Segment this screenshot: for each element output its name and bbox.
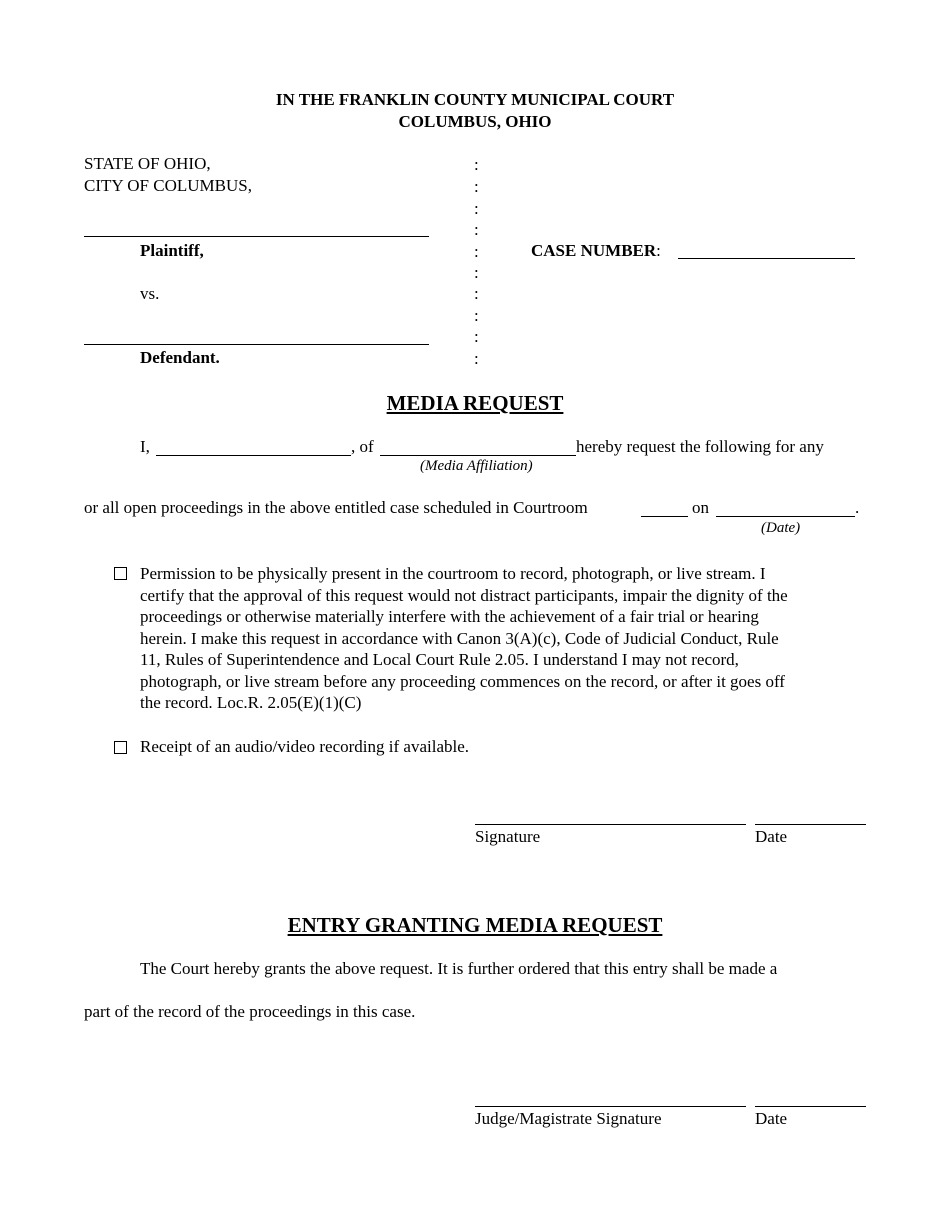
permission-text-line: proceedings or otherwise materially interfere with the achievement of a fair trial or hearing — [140, 607, 759, 626]
permission-text-line: photograph, or live stream before any proceeding commences on the record, or after it goes off — [140, 671, 785, 691]
permission-text-line: 11, Rules of Superintendence and Local Court Rule 2.05. I understand I may not record, — [140, 650, 739, 669]
permission-checkbox[interactable] — [114, 567, 127, 580]
caption-colon: : — [474, 177, 479, 196]
recording-text: Receipt of an audio/video recording if available. — [140, 737, 470, 756]
caption-colon: : — [474, 263, 479, 282]
entry-title: ENTRY GRANTING MEDIA REQUEST — [287, 913, 663, 937]
caption-colon: : — [474, 284, 479, 303]
defendant-name-line[interactable] — [84, 344, 429, 345]
caption-colon: : — [474, 327, 479, 346]
judge-date-label: Date — [755, 1109, 788, 1128]
case-number-sep: : — [656, 241, 661, 260]
plaintiff-name-line[interactable] — [84, 236, 429, 237]
date-hint: (Date) — [761, 520, 801, 536]
caption-colon: : — [474, 306, 479, 325]
requester-signature-line[interactable] — [475, 824, 746, 825]
case-number-label — [531, 241, 661, 261]
recording-checkbox[interactable] — [114, 741, 127, 754]
caption-colon: : — [474, 242, 479, 261]
intro-of: , of — [351, 437, 374, 456]
intro-i: I, — [140, 437, 150, 456]
signature-date-label: Date — [755, 827, 788, 846]
request-on: on — [692, 498, 709, 517]
entry-line-2: part of the record of the proceedings in this case. — [84, 1002, 416, 1021]
judge-date-line[interactable] — [755, 1106, 866, 1107]
judge-signature-label: Judge/Magistrate Signature — [475, 1109, 662, 1128]
caption-colon: : — [474, 349, 479, 368]
defendant-label: Defendant. — [140, 348, 220, 367]
party-line-1: STATE OF OHIO, — [84, 154, 211, 173]
court-location: COLUMBUS, OHIO — [398, 112, 552, 131]
permission-text-line: Permission to be physically present in the courtroom to record, photograph, or live stream. I — [140, 564, 766, 583]
plaintiff-label: Plaintiff, — [140, 241, 204, 260]
judge-signature-line[interactable] — [475, 1106, 746, 1107]
caption-colon: : — [474, 199, 479, 218]
affiliation-hint: (Media Affiliation) — [420, 458, 533, 474]
request-period: . — [855, 498, 860, 517]
signature-label: Signature — [475, 827, 541, 846]
permission-text — [140, 563, 788, 714]
case-number-field[interactable] — [678, 258, 855, 259]
request-date-field[interactable] — [716, 516, 855, 517]
requester-name-field[interactable] — [156, 455, 351, 456]
permission-text-line: herein. I make this request in accordance with Canon 3(A)(c), Code of Judicial Conduct, Rule — [140, 628, 779, 648]
media-affiliation-field[interactable] — [380, 455, 576, 456]
courtroom-field[interactable] — [641, 516, 688, 517]
media-request-title: MEDIA REQUEST — [386, 391, 564, 415]
permission-text-line: certify that the approval of this request would not distract participants, impair the dignity of the — [140, 585, 788, 605]
entry-line-1: The Court hereby grants the above request. It is further ordered that this entry shall be made a — [140, 959, 778, 978]
requester-date-line[interactable] — [755, 824, 866, 825]
court-name: IN THE FRANKLIN COUNTY MUNICIPAL COURT — [275, 90, 675, 109]
caption-colon: : — [474, 220, 479, 239]
intro-rest: hereby request the following for any — [576, 437, 824, 456]
vs-label: vs. — [140, 284, 160, 303]
party-line-2: CITY OF COLUMBUS, — [84, 176, 252, 195]
case-number-label-text: CASE NUMBER — [531, 241, 657, 260]
caption-colon: : — [474, 155, 479, 174]
permission-text-line: the record. Loc.R. 2.05(E)(1)(C) — [140, 693, 362, 712]
request-line-2: or all open proceedings in the above entitled case scheduled in Courtroom — [84, 498, 588, 517]
